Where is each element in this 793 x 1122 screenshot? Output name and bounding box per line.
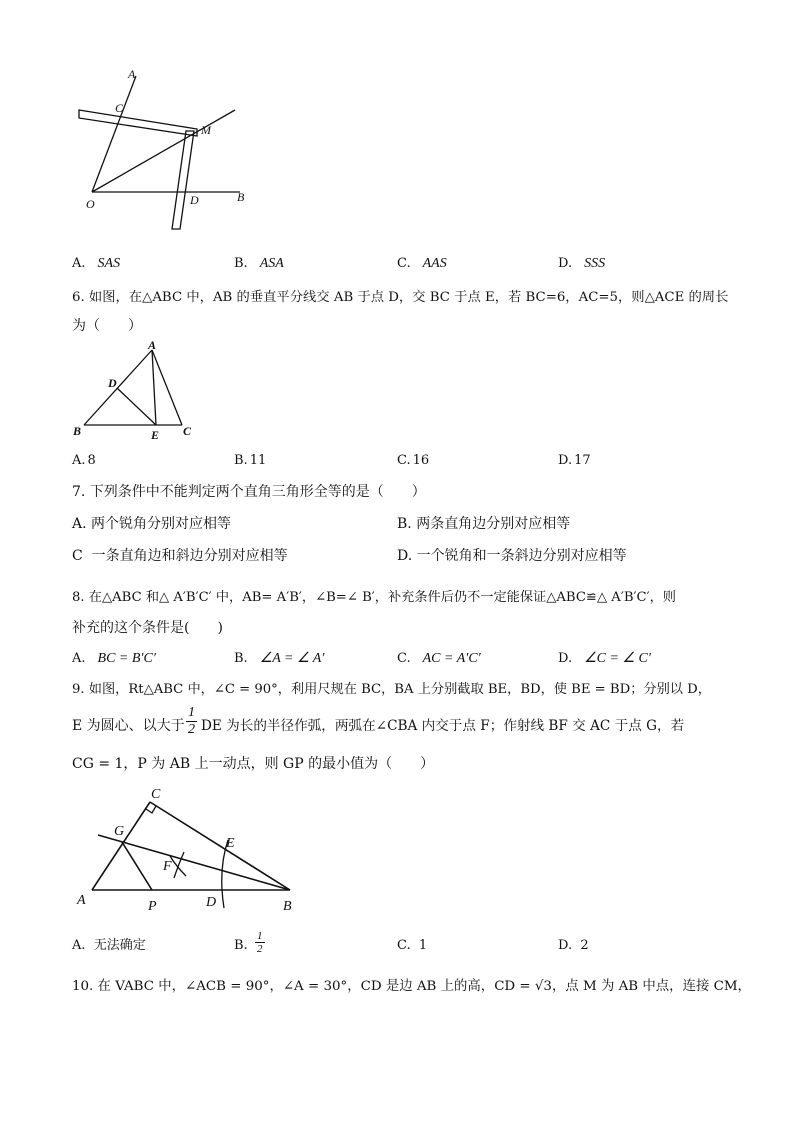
label-D: D xyxy=(190,193,199,207)
q5-option-a: A. SAS xyxy=(72,256,121,271)
q7-option-c: C 一条直角边和斜边分别对应相等 xyxy=(72,548,288,564)
q9-stem-line2b: DE 为长的半径作弧，两弧在∠CBA 内交于点 F；作射线 BF 交 AC 于点 G，若 xyxy=(201,718,685,734)
q9-option-c: C. 1 xyxy=(397,938,428,953)
label-M: M xyxy=(201,123,211,137)
q6-stem-line2: 为（ ） xyxy=(72,318,142,334)
q8-option-d: D. ∠C = ∠ C′ xyxy=(558,651,651,666)
q5-option-b: B. ASA xyxy=(234,256,284,271)
q5-option-d: D. SSS xyxy=(558,256,606,271)
q6-option-a: A. 8 xyxy=(72,453,96,468)
label-O: O xyxy=(86,197,95,211)
label-B: B xyxy=(237,190,245,204)
q9-option-b-fraction: $\frac{1}{2}$ xyxy=(257,930,263,955)
q6-option-b: B. 11 xyxy=(234,453,267,468)
q9-stem-line1: 9. 如图，Rt△ABC 中，∠C = 90°，利用尺规在 BC，BA 上分别截取 BE，BD，使 BE = BD；分别以 D， xyxy=(72,682,711,697)
q9-option-a: A. 无法确定 xyxy=(72,938,146,953)
q5-option-c: C. AAS xyxy=(397,256,447,271)
label-A: A xyxy=(77,893,86,908)
label-C: C xyxy=(183,424,192,438)
q10-stem-line1: 10. 在 VABC 中，∠ACB = 90°，∠A = 30°，CD 是边 AB 上的高，CD = √3，点 M 为 AB 中点，连接 CM， xyxy=(72,979,751,994)
q7-option-d: D. 一个锐角和一条斜边分别对应相等 xyxy=(397,548,627,564)
label-E: E xyxy=(226,836,235,851)
q9-stem-line3: CG = 1，P 为 AB 上一动点，则 GP 的最小值为（ ） xyxy=(72,756,435,772)
label-D: D xyxy=(108,376,117,390)
q6-option-d: D. 17 xyxy=(558,453,591,468)
q7-stem: 7. 下列条件中不能判定两个直角三角形全等的是（ ） xyxy=(72,484,426,500)
label-F: F xyxy=(163,859,172,874)
q7-option-a: A. 两个锐角分别对应相等 xyxy=(72,516,232,532)
figure-triangle-abc-perpendicular-bisector xyxy=(70,340,200,445)
label-B: B xyxy=(73,424,82,438)
q8-option-c: C. AC = A′C′ xyxy=(397,651,481,666)
q8-option-a: A. BC = B′C′ xyxy=(72,651,156,666)
q7-option-b: B. 两条直角边分别对应相等 xyxy=(397,516,571,532)
q6-stem-line1: 6. 如图，在△ABC 中，AB 的垂直平分线交 AB 于点 D，交 BC 于点 E，若 BC=6，AC=5，则△ACE 的周长 xyxy=(72,290,729,305)
label-P: P xyxy=(148,899,157,914)
q8-stem-line2: 补充的这个条件是( ) xyxy=(72,620,223,636)
figure-right-triangle-angle-bisector xyxy=(70,780,310,915)
q8-option-b: B. ∠A = ∠ A′ xyxy=(234,651,325,666)
label-A: A xyxy=(148,340,157,352)
label-G: G xyxy=(114,824,125,839)
q9-fraction-half: $\frac{1}{2}$ xyxy=(188,705,195,737)
label-E: E xyxy=(151,428,160,442)
q9-option-d: D. 2 xyxy=(558,938,589,953)
figure-angle-bisector-rulers xyxy=(70,60,270,240)
label-C: C xyxy=(151,787,161,802)
q8-stem-line1: 8. 在△ABC 和△ A′B′C′ 中，AB= A′B′，∠B=∠ B′，补充条件后仍不一定能保证△ABC≌△ A′B′C′，则 xyxy=(72,590,676,605)
label-B: B xyxy=(283,899,292,914)
q9-stem-line2a: E 为圆心、以大于 xyxy=(72,718,185,734)
label-C: C xyxy=(115,101,124,115)
label-A: A xyxy=(128,67,136,81)
label-D: D xyxy=(206,895,217,910)
q6-option-c: C. 16 xyxy=(397,453,430,468)
q9-option-b: B. xyxy=(234,938,248,953)
